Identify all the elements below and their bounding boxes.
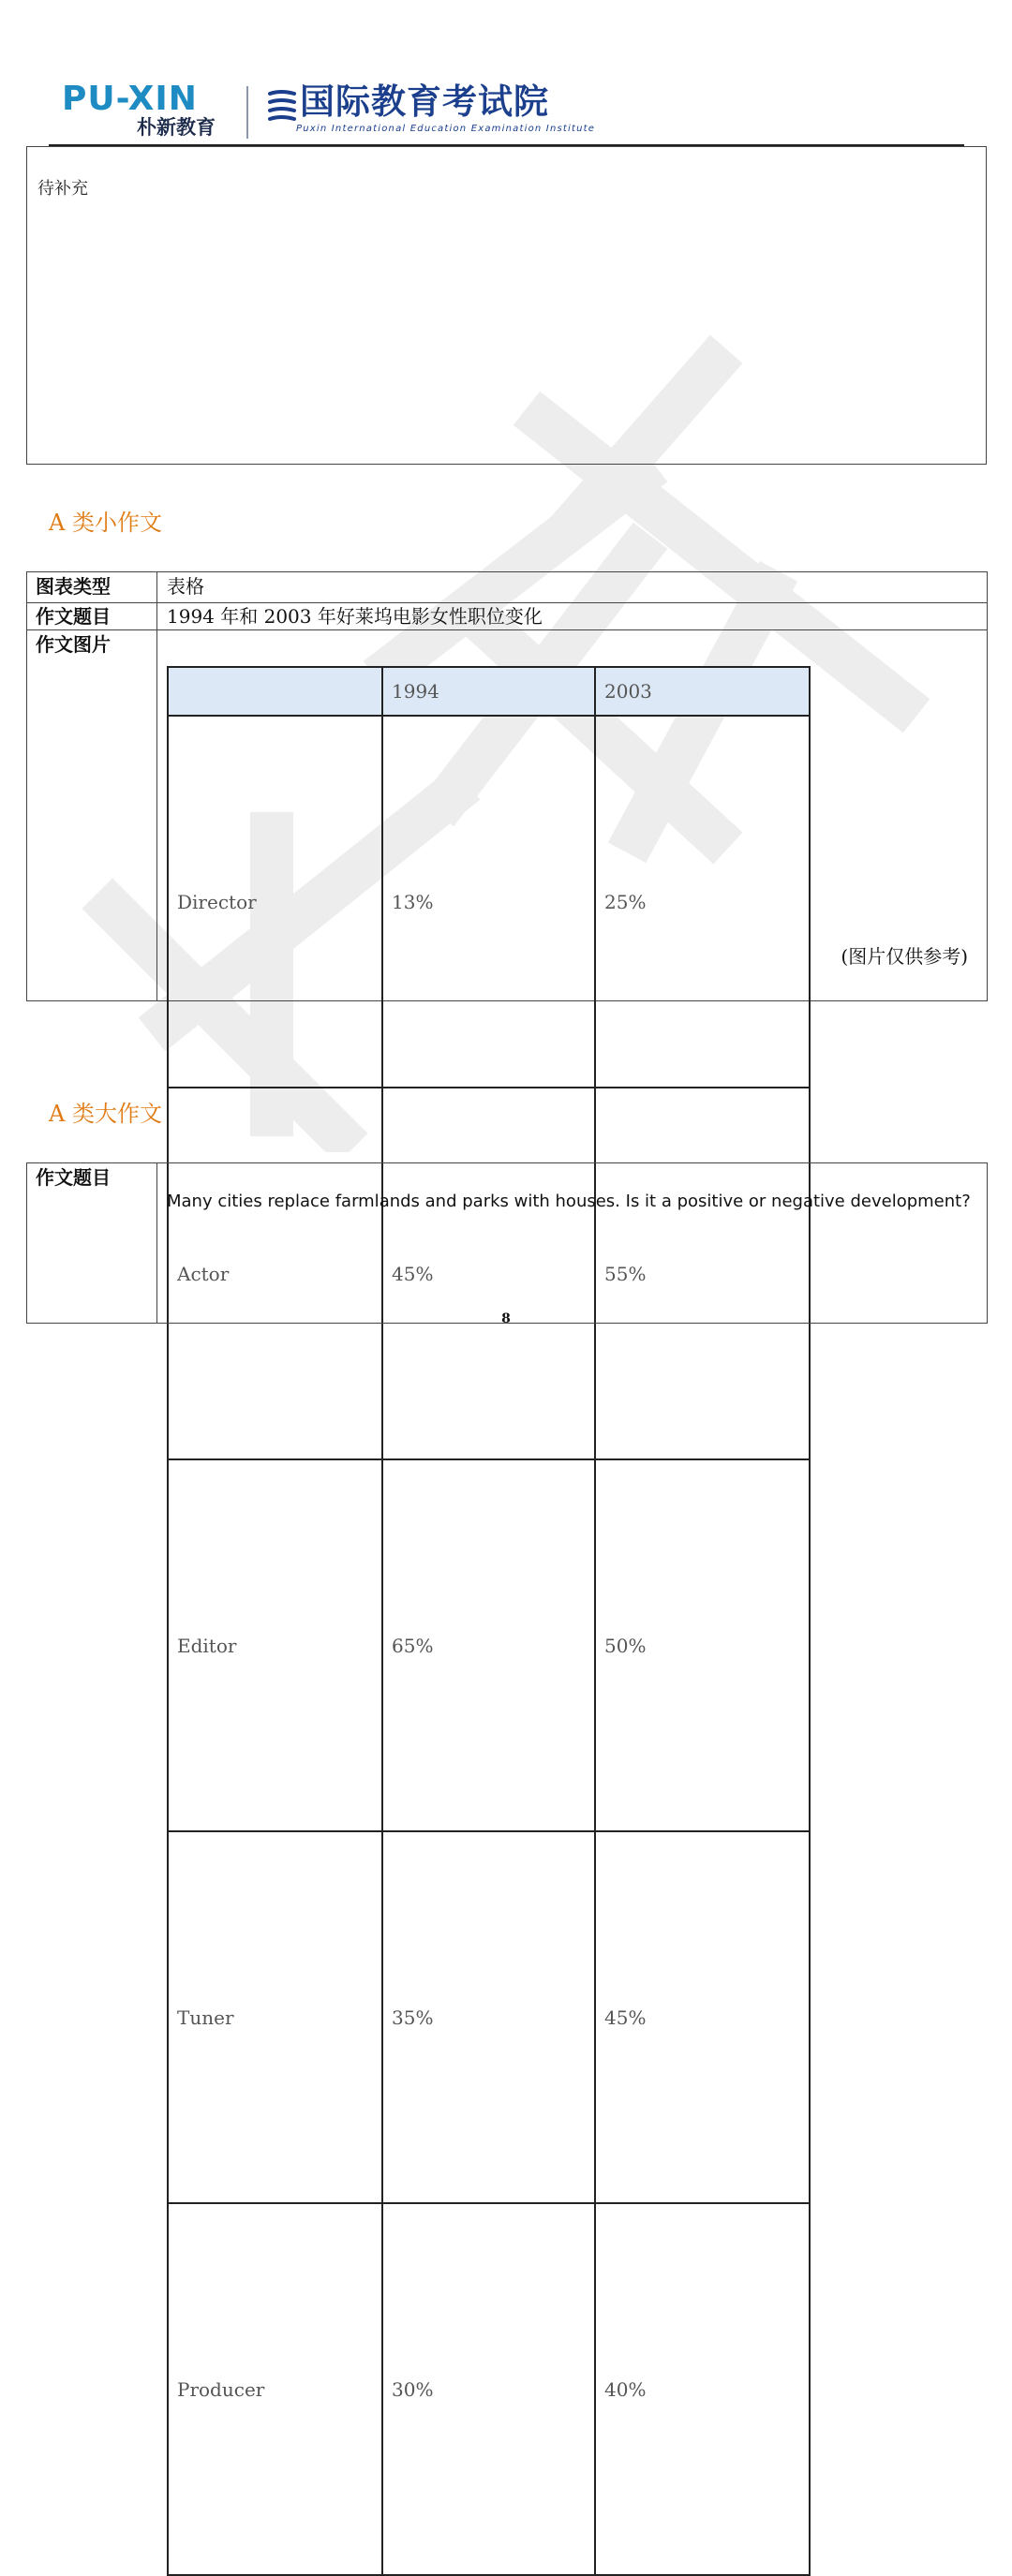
- brand-logo-cn: 朴新教育: [137, 116, 216, 139]
- data-table-row: [168, 1459, 810, 1831]
- row-key-topic: 作文题目: [27, 1163, 157, 1324]
- task-box: [26, 146, 987, 465]
- data-table-row: [168, 716, 810, 1088]
- row-label: Actor: [168, 1088, 382, 1459]
- data-table-row: [168, 1831, 810, 2203]
- data-table-row: [168, 2203, 810, 2575]
- data-table-header: [168, 667, 810, 716]
- table-row: [27, 572, 988, 603]
- row-key-chart-type: 图表类型: [27, 572, 157, 603]
- cell-1994: 65%: [382, 1459, 595, 1831]
- page-header: [62, 80, 596, 141]
- brand-logo-latin: PU-XIN: [62, 80, 198, 118]
- cell-1994: 35%: [382, 1831, 595, 2203]
- table-row: [27, 603, 988, 630]
- row-label: Editor: [168, 1459, 382, 1831]
- image-reference-note: (图片仅供参考): [841, 945, 968, 968]
- cell-1994: 45%: [382, 1088, 595, 1459]
- cell-1994: 13%: [382, 716, 595, 1088]
- row-label: Director: [168, 716, 382, 1088]
- essay-question: Many cities replace farmlands and parks with houses. Is it a positive or negative development?: [157, 1163, 988, 1324]
- row-value-chart-type: 表格: [157, 572, 988, 603]
- row-key-image: 作文图片: [27, 630, 157, 1001]
- page-number: 8: [501, 1311, 511, 1326]
- table-row: [27, 630, 988, 1001]
- cell-2003: 45%: [595, 1831, 810, 2203]
- cell-2003: 40%: [595, 2203, 810, 2575]
- cell-2003: 55%: [595, 1088, 810, 1459]
- cell-1994: 30%: [382, 2203, 595, 2575]
- header-cell: [168, 667, 382, 716]
- institute-book-icon: [266, 88, 298, 124]
- essay-question-table: [26, 1162, 988, 1324]
- cell-2003: 50%: [595, 1459, 810, 1831]
- header-rule: [49, 144, 964, 146]
- institute-name-en: Puxin International Education Examination Institute: [296, 124, 596, 134]
- table-row: [27, 1163, 988, 1324]
- data-table: [167, 666, 811, 2576]
- cell-2003: 25%: [595, 716, 810, 1088]
- section-title-a-large: A 类大作文: [49, 1101, 162, 1127]
- logo-divider: [246, 86, 248, 139]
- header-cell: 1994: [382, 667, 595, 716]
- institute-name-cn: 国际教育考试院: [300, 81, 549, 122]
- row-label: Producer: [168, 2203, 382, 2575]
- row-label: Tuner: [168, 1831, 382, 2203]
- task-placeholder: 待补充: [37, 179, 88, 199]
- row-key-topic: 作文题目: [27, 603, 157, 630]
- section-title-a-small: A 类小作文: [49, 510, 162, 536]
- header-cell: 2003: [595, 667, 810, 716]
- row-value-topic: 1994 年和 2003 年好莱坞电影女性职位变化: [157, 603, 988, 630]
